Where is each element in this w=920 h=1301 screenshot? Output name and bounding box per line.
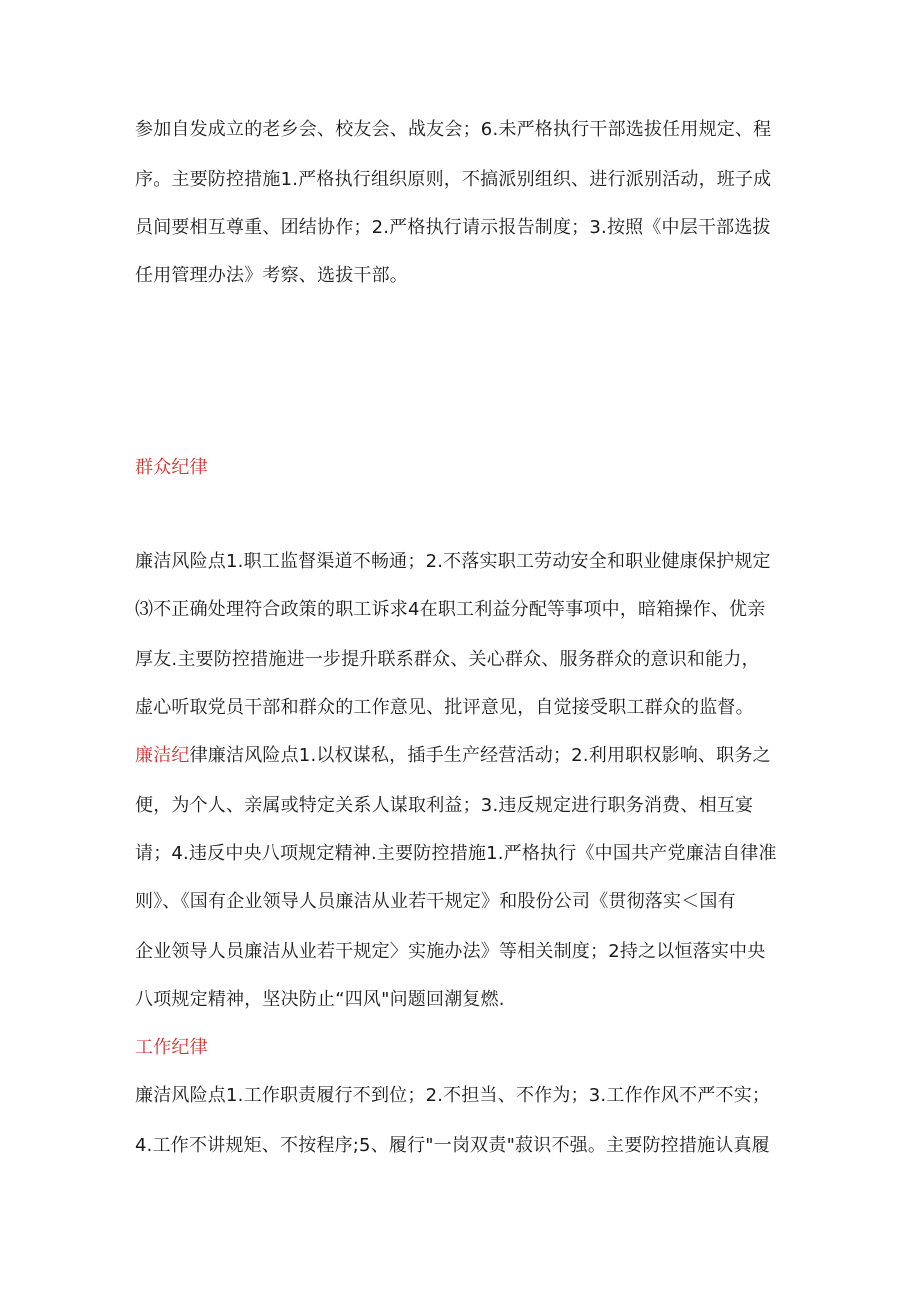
paragraph-line: ⑶不正确处理符合政策的职工诉求4在职工利益分配等事项中，暗箱操作、优亲 <box>135 599 766 620</box>
paragraph-line: 厚友.主要防控措施进一步提升联系群众、关心群众、服务群众的意识和能力， <box>135 649 760 670</box>
paragraph-line: 4.工作不讲规矩、不按程序;5、履行"一岗双责"菽识不强。主要防控措施认真履 <box>135 1135 770 1156</box>
section-heading-mass-discipline: 群众纪律 <box>135 457 208 478</box>
paragraph-line: 廉洁风险点1.工作职责履行不到位；2.不担当、不作为；3.工作作风不严不实； <box>135 1085 771 1106</box>
paragraph-line: 员间要相互尊重、团结协作；2.严格执行请示报告制度；3.按照《中层干部选拔 <box>135 217 771 238</box>
paragraph-line: 请；4.违反中央八项规定精神.主要防控措施1.严格执行《中国共产党廉洁自律准 <box>135 843 777 864</box>
paragraph-line: 任用管理办法》考察、选拔干部。 <box>135 265 408 286</box>
section-integrity-first-line <box>135 744 771 768</box>
section-heading-work-discipline: 工作纪律 <box>135 1037 208 1058</box>
paragraph-line: 廉洁风险点1.职工监督渠道不畅通；2.不落实职工劳动安全和职业健康保护规定 <box>135 551 771 572</box>
paragraph-line: 参加自发成立的老乡会、校友会、战友会；6.未严格执行干部选拔任用规定、程 <box>135 119 772 140</box>
paragraph-line: 则》、《国有企业领导人员廉洁从业若干规定》和股份公司《贯彻落实＜国有 <box>135 891 736 912</box>
paragraph-line: 便，为个人、亲属或特定关系人谋取利益；3.违反规定进行职务消费、相互宴 <box>135 795 754 816</box>
paragraph-line: 虚心听取党员干部和群众的工作意见、批评意见，自觉接受职工群众的监督。 <box>135 697 754 718</box>
paragraph-line: 八项规定精神，坚决防止“四风"问题回潮复燃. <box>135 989 505 1010</box>
section-heading-integrity-discipline: 廉洁纪 <box>135 745 190 766</box>
paragraph-line: 序。主要防控措施1.严格执行组织原则，不搞派别组织、进行派别活动，班子成 <box>135 169 772 190</box>
paragraph-line: 企业领导人员廉洁从业若干规定〉实施办法》等相关制度；2持之以恒落实中央 <box>135 941 766 962</box>
paragraph-line-rest: 律廉洁风险点1.以权谋私，插手生产经营活动；2.利用职权影响、职务之 <box>189 745 771 766</box>
